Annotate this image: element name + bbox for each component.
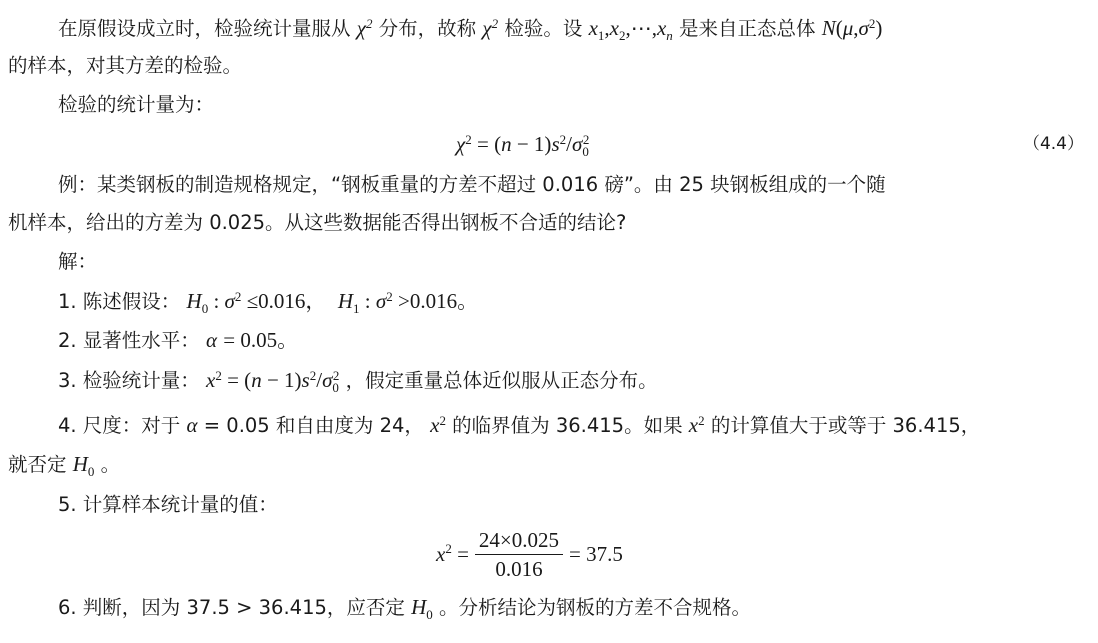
statistic-intro [0, 87, 1098, 123]
x-square-symbol: $x^2$ [430, 412, 446, 437]
solution-label-text: 解： [58, 250, 98, 273]
example-text-1: 例：某类钢板的制造规格规定，“钢板重量的方差不超过 0.016 磅”。由 25 块钢板组成的一个随 [58, 173, 886, 196]
step-2-label: 2. 显著性水平： [58, 329, 200, 352]
x-square-lhs: $x^2$ = [436, 541, 469, 566]
intro-text-c: 检验。设 [504, 17, 583, 40]
null-hypothesis: $H_0$ : $\sigma^2$ [186, 288, 242, 316]
paragraph-intro-line-1 [0, 10, 1098, 46]
step-4-text-c: 的临界值为 36.415。如果 [452, 414, 683, 437]
paragraph-intro-line-2 [0, 48, 1098, 84]
fraction-numerator: 24×0.025 [475, 526, 563, 555]
chi-square-formula: $\chi^2 = (n - 1)s^2/\sigma_0^2$ [456, 131, 590, 159]
alt-hypothesis: $H_1$ : $\sigma^2$ [337, 288, 393, 316]
x-square-symbol: $x^2$ [688, 412, 705, 437]
step-3-label: 3. 检验统计量： [58, 369, 200, 392]
intro-text-a: 在原假设成立时，检验统计量服从 [58, 17, 351, 40]
step-4-text-d: 的计算值大于或等于 36.415， [710, 414, 981, 437]
example-line-1 [0, 167, 1098, 203]
step-4-line-1 [0, 407, 1098, 443]
h0-symbol: $H_0$ [72, 452, 95, 479]
sample-statistic-formula [436, 523, 623, 585]
step-2 [0, 322, 1098, 358]
alpha-symbol: α [206, 328, 218, 352]
alpha-value: = 0.05。 [223, 328, 299, 352]
intro-text-e: 的样本，对其方差的检验。 [8, 54, 243, 77]
step-6-text-b: 。分析结论为钢板的方差不合规格。 [438, 596, 751, 619]
equation-4-4 [0, 126, 1098, 162]
step-4-text-f: 。 [100, 453, 121, 476]
step-4-text-b: = 0.05 和自由度为 24， [203, 414, 424, 437]
step-5 [0, 487, 1098, 523]
solution-label [0, 244, 1098, 280]
example-text-2: 机样本，给出的方差为 0.025。从这些数据能否得出钢板不合适的结论? [8, 211, 627, 234]
step-4-text-a: 4. 尺度：对于 [58, 414, 181, 437]
equation-number: （4.4） [1022, 134, 1084, 154]
step-1 [0, 283, 1098, 319]
step-3 [0, 362, 1098, 398]
step-6 [0, 589, 1098, 625]
step-1-label: 1. 陈述假设： [58, 290, 181, 313]
example-line-2 [0, 205, 1098, 241]
sample-variables: $x_1,x_2,\cdots,x_n$ [588, 16, 673, 43]
fraction [475, 526, 563, 583]
fraction-denominator: 0.016 [495, 556, 543, 581]
alt-hypothesis-bound: >0.016。 [398, 289, 479, 313]
formula-result: = 37.5 [569, 541, 623, 566]
alpha-symbol: α [186, 413, 198, 437]
step-4-line-2 [0, 446, 1098, 482]
step-6-text-a: 6. 判断，因为 37.5 > 36.415，应否定 [58, 596, 405, 619]
normal-population: $N(\mu,\sigma^2)$ [821, 15, 883, 40]
step-3-tail: ，假定重量总体近似服从正态分布。 [345, 369, 658, 392]
null-hypothesis-bound: ≤0.016， [246, 289, 327, 313]
chi-square-symbol: $\chi^2$ [356, 15, 373, 40]
step-5-label: 5. 计算样本统计量的值： [58, 493, 278, 516]
h0-symbol: $H_0$ [411, 595, 433, 622]
intro-text-b: 分布，故称 [378, 17, 477, 40]
statistic-intro-text: 检验的统计量为： [58, 93, 215, 116]
intro-text-d: 是来自正态总体 [679, 17, 816, 40]
test-statistic-formula: $x^2 = (n - 1)s^2/\sigma_0^2$ [206, 367, 340, 395]
step-4-text-e: 就否定 [8, 453, 67, 476]
chi-square-symbol: $\chi^2$ [482, 15, 499, 40]
